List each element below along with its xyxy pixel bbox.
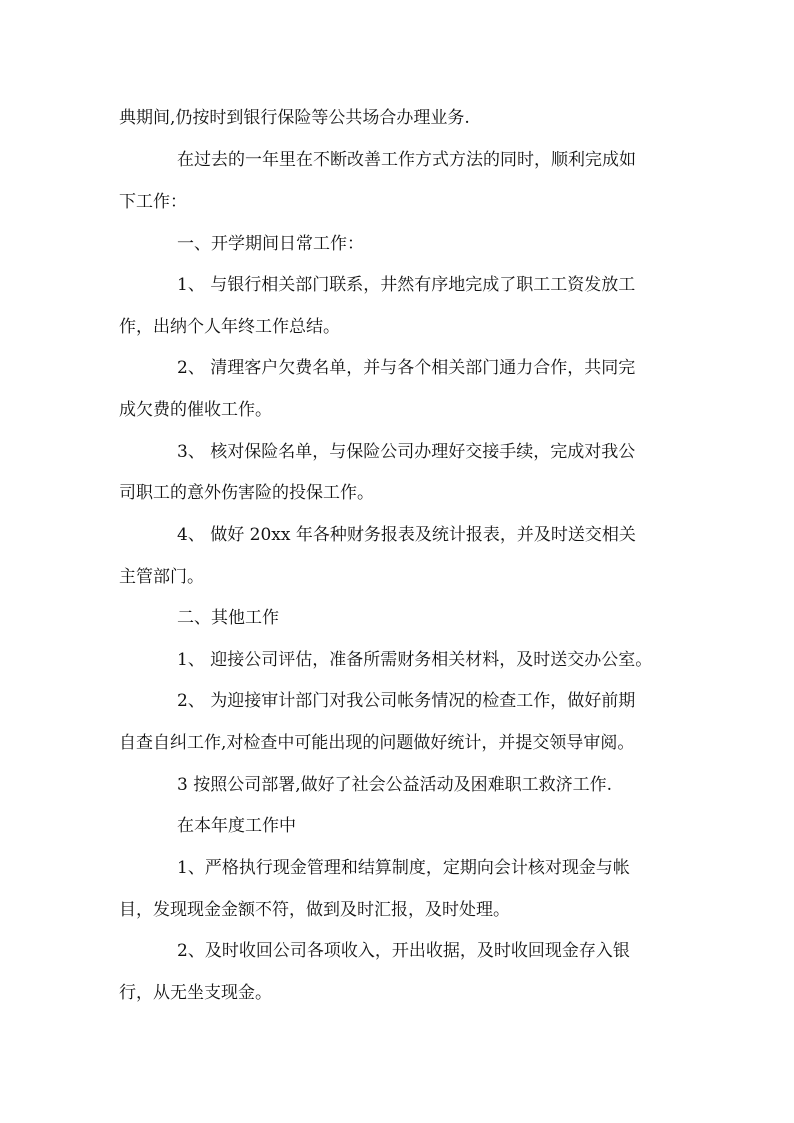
text-line: 作，出纳个人年终工作总结。 xyxy=(119,317,340,337)
list-item-line: 1、 迎接公司评估，准备所需财务相关材料，及时送交办公室。 xyxy=(177,650,653,670)
text-line: 目，发现现金金额不符，做到及时汇报，及时处理。 xyxy=(119,900,510,920)
list-item-line: 2、及时收回公司各项收入，开出收据，及时收回现金存入银 xyxy=(177,941,630,961)
text-line: 自查自纠工作,对检查中可能出现的问题做好统计，并提交领导审阅。 xyxy=(119,733,635,753)
list-item-line: 2、 为迎接审计部门对我公司帐务情况的检查工作，做好前期 xyxy=(177,691,636,711)
section-heading: 一、开学期间日常工作： xyxy=(177,234,364,254)
list-item-line: 3、 核对保险名单，与保险公司办理好交接手续，完成对我公 xyxy=(177,442,636,462)
list-item-line: 1、严格执行现金管理和结算制度，定期向会计核对现金与帐 xyxy=(177,858,630,878)
list-item-line: 1、 与银行相关部门联系，井然有序地完成了职工工资发放工 xyxy=(177,275,636,295)
text-line: 行，从无坐支现金。 xyxy=(119,983,272,1003)
section-heading: 二、其他工作 xyxy=(177,608,279,628)
text-line: 典期间,仍按时到银行保险等公共场合办理业务. xyxy=(119,108,470,128)
list-item-line: 2、 清理客户欠费名单，并与各个相关部门通力合作，共同完 xyxy=(177,358,636,378)
text-line: 司职工的意外伤害险的投保工作。 xyxy=(119,483,374,503)
paragraph-line: 在本年度工作中 xyxy=(177,816,296,836)
text-line: 成欠费的催收工作。 xyxy=(119,400,272,420)
text-line: 主管部门。 xyxy=(119,567,204,587)
list-item-line: 3 按照公司部署,做好了社会公益活动及困难职工救济工作. xyxy=(177,775,613,795)
list-item-line: 4、 做好 20xx 年各种财务报表及统计报表，并及时送交相关 xyxy=(177,525,636,545)
text-line: 下工作： xyxy=(119,192,187,212)
paragraph-line: 在过去的一年里在不断改善工作方式方法的同时，顺利完成如 xyxy=(177,150,636,170)
